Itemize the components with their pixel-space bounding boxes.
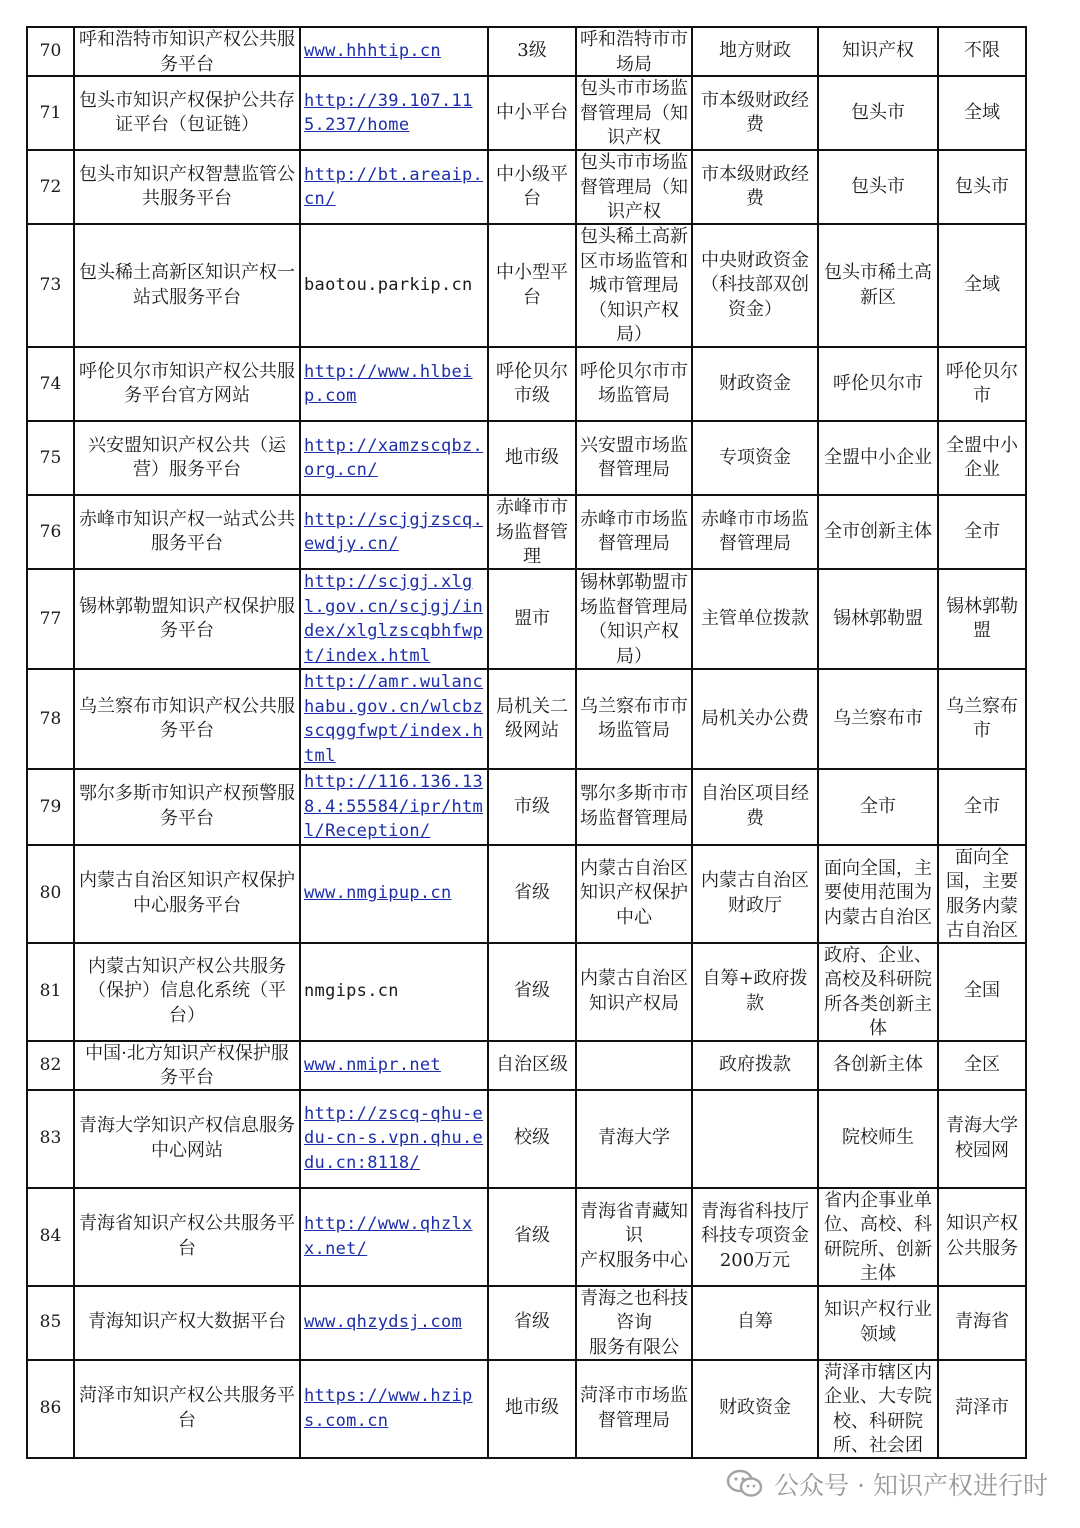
platform-link[interactable]: http://www.qhzlxx.net/ xyxy=(304,1214,473,1259)
platform-link[interactable]: http://zscq-qhu-edu-cn-s.vpn.qhu.edu.cn:8118/ xyxy=(304,1103,484,1173)
funding-source xyxy=(692,1360,818,1458)
host-unit xyxy=(576,1286,692,1360)
row-number-text: 78 xyxy=(39,708,62,729)
row-number-text: 81 xyxy=(39,981,62,1002)
row-number xyxy=(27,669,74,769)
service-target-text: 知识产权 xyxy=(842,40,914,62)
wechat-icon xyxy=(726,1468,764,1500)
platform-level xyxy=(488,347,576,421)
service-target xyxy=(818,1041,938,1090)
platform-url[interactable] xyxy=(300,669,488,769)
platform-url[interactable] xyxy=(300,769,488,845)
service-target-text: 菏泽市辖区内企业、大专院校、科研院所、社会团 xyxy=(824,1361,932,1456)
platform-name-text: 呼伦贝尔市知识产权公共服务平台官方网站 xyxy=(79,360,295,406)
platform-name-text: 包头稀土高新区知识产权一站式服务平台 xyxy=(79,262,295,308)
host-unit-text: 包头稀土高新区市场监管和城市管理局（知识产权局） xyxy=(580,226,688,345)
platform-url[interactable] xyxy=(300,150,488,224)
platform-name-text: 内蒙古自治区知识产权保护中心服务平台 xyxy=(79,870,295,916)
row-number-text: 86 xyxy=(39,1398,62,1419)
table-row xyxy=(27,943,1026,1041)
platform-url xyxy=(300,943,488,1041)
platform-link[interactable]: http://www.hlbeip.com xyxy=(304,361,473,406)
row-number xyxy=(27,943,74,1041)
host-unit-text: 呼伦贝尔市市场监管局 xyxy=(580,360,688,406)
host-unit xyxy=(576,76,692,150)
row-number xyxy=(27,347,74,421)
platform-level xyxy=(488,1286,576,1360)
table-row xyxy=(27,1090,1026,1188)
host-unit-text: 赤峰市市场监督管理局 xyxy=(580,508,688,554)
host-unit xyxy=(576,845,692,943)
service-target xyxy=(818,347,938,421)
host-unit xyxy=(576,224,692,347)
funding-source xyxy=(692,495,818,569)
table-row xyxy=(27,569,1026,669)
funding-source-text: 财政资金 xyxy=(719,372,791,394)
service-target xyxy=(818,769,938,845)
platform-level-text: 市级 xyxy=(514,795,550,817)
service-target-text: 包头市 xyxy=(851,175,905,197)
funding-source xyxy=(692,1090,818,1188)
platform-link[interactable]: http://xamzscqbz.org.cn/ xyxy=(304,435,484,480)
service-target-text: 包头市稀土高新区 xyxy=(824,262,932,308)
platform-level-text: 地市级 xyxy=(505,446,559,468)
service-scope xyxy=(938,1360,1026,1458)
service-target-text: 面向全国，主要使用范围为内蒙古自治区 xyxy=(824,857,932,928)
platform-level-text: 赤峰市市场监督管理 xyxy=(496,497,568,567)
service-target xyxy=(818,27,938,76)
host-unit xyxy=(576,1041,692,1090)
row-number xyxy=(27,1041,74,1090)
row-number-text: 71 xyxy=(39,102,62,123)
service-scope xyxy=(938,1041,1026,1090)
platform-level xyxy=(488,495,576,569)
platform-name xyxy=(74,1360,300,1458)
funding-source-text: 主管单位拨款 xyxy=(701,607,809,629)
service-scope xyxy=(938,1188,1026,1286)
host-unit-text: 包头市市场监督管理局（知识产权 xyxy=(580,152,688,222)
platform-level-text: 地市级 xyxy=(505,1397,559,1419)
service-scope-text: 全盟中小企业 xyxy=(946,434,1018,480)
platform-level xyxy=(488,27,576,76)
service-target-text: 院校师生 xyxy=(842,1127,914,1149)
funding-source-text: 青海省科技厅科技专项资金200万元 xyxy=(701,1200,809,1271)
funding-source-text: 政府拨款 xyxy=(719,1053,791,1075)
platform-link[interactable]: www.hhhtip.cn xyxy=(304,41,441,62)
row-number-text: 73 xyxy=(39,275,62,296)
service-target xyxy=(818,569,938,669)
host-unit-text: 青海之也科技咨询 服务有限公 xyxy=(580,1287,688,1358)
host-unit-text: 青海大学 xyxy=(598,1127,670,1149)
platform-level xyxy=(488,669,576,769)
service-scope-text: 全域 xyxy=(964,101,1000,123)
platform-level-text: 中小型平台 xyxy=(496,262,568,308)
row-number xyxy=(27,1090,74,1188)
service-scope xyxy=(938,347,1026,421)
funding-source xyxy=(692,669,818,769)
service-target xyxy=(818,1360,938,1458)
platform-link[interactable]: https://www.hzips.com.cn xyxy=(304,1386,473,1431)
platform-name-text: 内蒙古知识产权公共服务（保护）信息化系统（平台） xyxy=(88,955,286,1026)
host-unit xyxy=(576,1360,692,1458)
funding-source xyxy=(692,1041,818,1090)
host-unit-text: 内蒙古自治区 知识产权局 xyxy=(580,968,688,1014)
platform-url[interactable] xyxy=(300,569,488,669)
funding-source xyxy=(692,943,818,1041)
funding-source xyxy=(692,1286,818,1360)
service-scope xyxy=(938,421,1026,495)
funding-source xyxy=(692,769,818,845)
platform-name xyxy=(74,76,300,150)
table-row xyxy=(27,421,1026,495)
platform-name xyxy=(74,1286,300,1360)
row-number xyxy=(27,1360,74,1458)
service-scope-text: 包头市 xyxy=(955,175,1009,197)
platform-level xyxy=(488,224,576,347)
host-unit xyxy=(576,1090,692,1188)
platform-name-text: 兴安盟知识产权公共（运营）服务平台 xyxy=(88,434,286,480)
platform-url[interactable] xyxy=(300,76,488,150)
platform-name-text: 呼和浩特市知识产权公共服务平台 xyxy=(79,29,295,75)
platform-name-text: 赤峰市知识产权一站式公共服务平台 xyxy=(79,508,295,554)
table-row xyxy=(27,76,1026,150)
service-scope-text: 青海大学校园网 xyxy=(946,1115,1018,1161)
service-scope xyxy=(938,76,1026,150)
service-scope xyxy=(938,495,1026,569)
funding-source-text: 中央财政资金（科技部双创资金） xyxy=(701,249,809,320)
platform-name-text: 菏泽市知识产权公共服务平台 xyxy=(79,1385,295,1431)
funding-source-text: 市本级财政经费 xyxy=(701,89,809,135)
platform-url-text: nmgips.cn xyxy=(304,981,399,1002)
platform-link[interactable]: http://scjgj.xlgl.gov.cn/scjgj/index/xlglzscqbhfwpt/index.html xyxy=(304,572,484,666)
platform-url[interactable] xyxy=(300,421,488,495)
platform-name xyxy=(74,421,300,495)
platform-level xyxy=(488,769,576,845)
funding-source-text: 自治区项目经费 xyxy=(701,783,809,829)
table-row xyxy=(27,1286,1026,1360)
platform-name-text: 包头市知识产权保护公共存证平台（包证链） xyxy=(79,89,295,135)
service-target xyxy=(818,76,938,150)
service-target xyxy=(818,1090,938,1188)
service-target-text: 全市 xyxy=(860,795,896,817)
table-row xyxy=(27,845,1026,943)
row-number xyxy=(27,845,74,943)
service-scope xyxy=(938,845,1026,943)
funding-source xyxy=(692,1188,818,1286)
host-unit-text: 乌兰察布市市场监管局 xyxy=(580,695,688,741)
platform-name-text: 青海大学知识产权信息服务中心网站 xyxy=(79,1115,295,1161)
table-row xyxy=(27,1041,1026,1090)
platform-link[interactable]: http://scjgjzscq.ewdjy.cn/ xyxy=(304,509,484,554)
platform-url[interactable] xyxy=(300,1188,488,1286)
funding-source xyxy=(692,569,818,669)
service-scope-text: 全区 xyxy=(964,1053,1000,1075)
platform-url[interactable] xyxy=(300,495,488,569)
watermark xyxy=(726,1466,1048,1502)
table-row xyxy=(27,769,1026,845)
platform-name xyxy=(74,150,300,224)
row-number xyxy=(27,1286,74,1360)
service-target-text: 省内企事业单位、高校、科研院所、创新主体 xyxy=(824,1189,932,1284)
row-number xyxy=(27,495,74,569)
platform-name-text: 包头市知识产权智慧监管公共服务平台 xyxy=(79,163,295,209)
platform-level-text: 校级 xyxy=(514,1127,550,1149)
platform-name-text: 青海省知识产权公共服务平台 xyxy=(79,1213,295,1259)
funding-source-text: 局机关办公费 xyxy=(701,707,809,729)
host-unit xyxy=(576,347,692,421)
row-number-text: 76 xyxy=(39,521,62,542)
service-scope-text: 菏泽市 xyxy=(955,1397,1009,1419)
platform-level-text: 省级 xyxy=(514,980,550,1002)
funding-source xyxy=(692,845,818,943)
platform-level-text: 中小平台 xyxy=(496,101,568,123)
host-unit xyxy=(576,150,692,224)
platform-name xyxy=(74,1090,300,1188)
row-number-text: 75 xyxy=(39,447,62,468)
platform-name-text: 中国·北方知识产权保护服务平台 xyxy=(85,1042,289,1088)
platform-level-text: 自治区级 xyxy=(496,1053,568,1075)
table-row xyxy=(27,669,1026,769)
host-unit-text: 鄂尔多斯市市场监督管理局 xyxy=(580,783,688,829)
watermark-text: 公众号 · 知识产权进行时 xyxy=(774,1471,1048,1500)
platform-url-text: baotou.parkip.cn xyxy=(304,275,473,296)
funding-source-text: 自筹+政府拨款 xyxy=(702,968,808,1014)
row-number xyxy=(27,1188,74,1286)
platform-name-text: 乌兰察布市知识产权公共服务平台 xyxy=(79,695,295,741)
platform-name xyxy=(74,347,300,421)
platform-name xyxy=(74,27,300,76)
platform-name xyxy=(74,1041,300,1090)
host-unit xyxy=(576,1188,692,1286)
platform-url[interactable] xyxy=(300,845,488,943)
platform-url[interactable] xyxy=(300,347,488,421)
row-number-text: 83 xyxy=(39,1128,62,1149)
host-unit-text: 锡林郭勒盟市场监督管理局（知识产权局） xyxy=(580,572,688,667)
platform-level-text: 省级 xyxy=(514,1225,550,1247)
host-unit-text: 兴安盟市场监督管理局 xyxy=(580,434,688,480)
row-number-text: 84 xyxy=(39,1226,62,1247)
service-target-text: 包头市 xyxy=(851,101,905,123)
host-unit xyxy=(576,495,692,569)
row-number xyxy=(27,76,74,150)
platform-name xyxy=(74,943,300,1041)
row-number xyxy=(27,569,74,669)
host-unit xyxy=(576,943,692,1041)
funding-source-text: 自筹 xyxy=(737,1311,773,1333)
platform-name-text: 青海知识产权大数据平台 xyxy=(88,1311,286,1333)
service-target xyxy=(818,421,938,495)
funding-source-text: 财政资金 xyxy=(719,1397,791,1419)
platform-level-text: 省级 xyxy=(514,1311,550,1333)
service-scope-text: 呼伦贝尔市 xyxy=(946,360,1018,406)
host-unit-text: 青海省青藏知识 产权服务中心 xyxy=(580,1200,688,1271)
service-scope xyxy=(938,1286,1026,1360)
host-unit xyxy=(576,421,692,495)
funding-source xyxy=(692,347,818,421)
row-number xyxy=(27,27,74,76)
service-target xyxy=(818,845,938,943)
service-target-text: 乌兰察布市 xyxy=(833,707,923,729)
platform-url xyxy=(300,224,488,347)
row-number-text: 77 xyxy=(39,608,62,629)
platform-level xyxy=(488,1188,576,1286)
funding-source xyxy=(692,224,818,347)
platform-link[interactable]: www.nmipr.net xyxy=(304,1054,441,1075)
service-scope xyxy=(938,569,1026,669)
platform-url[interactable] xyxy=(300,1286,488,1360)
service-target xyxy=(818,1286,938,1360)
row-number-text: 82 xyxy=(39,1054,62,1075)
service-target-text: 全市创新主体 xyxy=(824,520,932,542)
platform-level xyxy=(488,1041,576,1090)
service-target xyxy=(818,1188,938,1286)
platform-level-text: 盟市 xyxy=(514,607,550,629)
service-scope-text: 面向全国，主要服务内蒙古自治区 xyxy=(946,846,1018,941)
service-target xyxy=(818,669,938,769)
platform-name-text: 锡林郭勒盟知识产权保护服务平台 xyxy=(79,595,295,641)
host-unit xyxy=(576,669,692,769)
platform-url[interactable] xyxy=(300,1360,488,1458)
table-row xyxy=(27,27,1026,76)
row-number-text: 74 xyxy=(39,373,62,394)
service-target-text: 呼伦贝尔市 xyxy=(833,372,923,394)
host-unit xyxy=(576,27,692,76)
service-target-text: 各创新主体 xyxy=(833,1053,923,1075)
service-scope xyxy=(938,27,1026,76)
service-scope xyxy=(938,150,1026,224)
service-scope-text: 全市 xyxy=(964,795,1000,817)
table-row xyxy=(27,1360,1026,1458)
service-scope-text: 全域 xyxy=(964,274,1000,296)
service-target-text: 全盟中小企业 xyxy=(824,446,932,468)
platform-level xyxy=(488,1090,576,1188)
service-scope-text: 乌兰察布市 xyxy=(946,695,1018,741)
funding-source xyxy=(692,27,818,76)
table-row xyxy=(27,150,1026,224)
platform-name xyxy=(74,1188,300,1286)
platform-level-text: 省级 xyxy=(514,882,550,904)
service-target-text: 知识产权行业领域 xyxy=(824,1299,932,1345)
service-scope-text: 全国 xyxy=(964,980,1000,1002)
service-scope xyxy=(938,224,1026,347)
row-number xyxy=(27,769,74,845)
service-scope xyxy=(938,943,1026,1041)
funding-source-text: 市本级财政经费 xyxy=(701,163,809,209)
table-row xyxy=(27,495,1026,569)
platform-level-text: 中小级平台 xyxy=(496,163,568,209)
host-unit-text: 包头市市场监督管理局（知识产权 xyxy=(580,78,688,148)
service-scope-text: 锡林郭勒盟 xyxy=(946,595,1018,641)
platform-level xyxy=(488,845,576,943)
platform-name xyxy=(74,769,300,845)
row-number xyxy=(27,421,74,495)
service-scope xyxy=(938,669,1026,769)
platform-url[interactable] xyxy=(300,1041,488,1090)
platform-name xyxy=(74,669,300,769)
platform-link[interactable]: http://bt.areaip.cn/ xyxy=(304,164,484,209)
service-scope xyxy=(938,1090,1026,1188)
funding-source xyxy=(692,421,818,495)
service-target-text: 政府、企业、高校及科研院所各类创新主体 xyxy=(824,944,932,1039)
platform-name xyxy=(74,845,300,943)
funding-source xyxy=(692,76,818,150)
funding-source-text: 赤峰市市场监督管理局 xyxy=(701,508,809,554)
platform-name-text: 鄂尔多斯市知识产权预警服务平台 xyxy=(79,783,295,829)
table-row xyxy=(27,347,1026,421)
row-number-text: 72 xyxy=(39,176,62,197)
platform-link[interactable]: http://116.136.138.4:55584/ipr/html/Reception/ xyxy=(304,772,484,841)
platform-link[interactable]: www.qhzydsj.com xyxy=(304,1312,463,1333)
row-number xyxy=(27,150,74,224)
table-row xyxy=(27,1188,1026,1286)
service-scope-text: 不限 xyxy=(964,40,1000,62)
platform-level-text: 3级 xyxy=(517,40,547,62)
funding-source-text: 地方财政 xyxy=(719,40,791,62)
service-target xyxy=(818,495,938,569)
platform-link[interactable]: www.nmgipup.cn xyxy=(304,883,452,904)
funding-source-text: 内蒙古自治区财政厅 xyxy=(701,870,809,916)
platform-link[interactable]: http://39.107.115.237/home xyxy=(304,90,473,135)
row-number-text: 85 xyxy=(39,1312,62,1333)
platform-level-text: 呼伦贝尔市级 xyxy=(496,360,568,406)
row-number-text: 80 xyxy=(39,883,62,904)
service-scope-text: 知识产权公共服务 xyxy=(946,1213,1018,1259)
platform-level-text: 局机关二级网站 xyxy=(496,695,568,741)
host-unit xyxy=(576,569,692,669)
platform-name xyxy=(74,569,300,669)
host-unit-text: 内蒙古自治区知识产权保护中心 xyxy=(580,857,688,928)
platform-level xyxy=(488,76,576,150)
platform-level xyxy=(488,421,576,495)
service-scope-text: 全市 xyxy=(964,520,1000,542)
platform-level xyxy=(488,943,576,1041)
funding-source-text: 专项资金 xyxy=(719,446,791,468)
host-unit xyxy=(576,769,692,845)
platform-level xyxy=(488,1360,576,1458)
platform-table xyxy=(26,26,1027,1459)
service-target xyxy=(818,943,938,1041)
host-unit-text: 菏泽市市场监督管理局 xyxy=(580,1385,688,1431)
row-number-text: 79 xyxy=(39,796,62,817)
platform-name xyxy=(74,224,300,347)
platform-url[interactable] xyxy=(300,1090,488,1188)
table-row xyxy=(27,224,1026,347)
service-target xyxy=(818,150,938,224)
service-scope-text: 青海省 xyxy=(955,1311,1009,1333)
row-number-text: 70 xyxy=(39,41,62,62)
platform-name xyxy=(74,495,300,569)
platform-level xyxy=(488,150,576,224)
service-scope xyxy=(938,769,1026,845)
platform-level xyxy=(488,569,576,669)
funding-source xyxy=(692,150,818,224)
host-unit-text: 呼和浩特市市场局 xyxy=(580,29,688,75)
service-target xyxy=(818,224,938,347)
platform-url[interactable] xyxy=(300,27,488,76)
service-target-text: 锡林郭勒盟 xyxy=(833,607,923,629)
platform-link[interactable]: http://amr.wulanchabu.gov.cn/wlcbzscqggfwpt/index.html xyxy=(304,672,484,766)
row-number xyxy=(27,224,74,347)
